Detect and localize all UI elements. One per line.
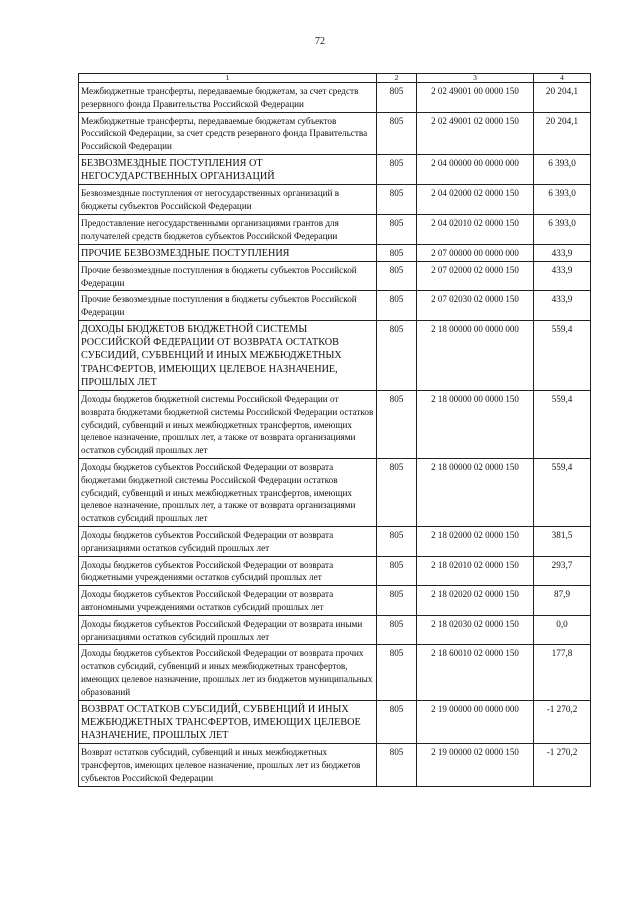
row-amount-cell: 87,9 — [534, 586, 591, 616]
row-admin-cell: 805 — [377, 154, 417, 184]
row-amount-cell: 6 393,0 — [534, 185, 591, 215]
row-name-cell: БЕЗВОЗМЕЗДНЫЕ ПОСТУПЛЕНИЯ ОТ НЕГОСУДАРСТВЕННЫХ ОРГАНИЗАЦИЙ — [79, 154, 377, 184]
table-row — [79, 700, 591, 744]
row-name-cell: Межбюджетные трансферты, передаваемые бюджетам субъектов Российской Федерации, за счет средств резервного фонда Правительства Российской Федерации — [79, 112, 377, 154]
row-name-cell: Предоставление негосударственными организациями грантов для получателей средств бюджетов субъектов Российской Федерации — [79, 214, 377, 244]
row-admin-cell: 805 — [377, 615, 417, 645]
row-code-cell: 2 18 02030 02 0000 150 — [417, 615, 534, 645]
row-amount-cell: 381,5 — [534, 526, 591, 556]
row-name-cell: Доходы бюджетов субъектов Российской Федерации от возврата иными организациями остатков субсидий прошлых лет — [79, 615, 377, 645]
table-header-row — [79, 74, 591, 83]
row-admin-cell: 805 — [377, 214, 417, 244]
row-code-cell: 2 18 02010 02 0000 150 — [417, 556, 534, 586]
table-row — [79, 458, 591, 526]
row-amount-cell: 433,9 — [534, 261, 591, 291]
row-admin-cell: 805 — [377, 390, 417, 458]
row-admin-cell: 805 — [377, 586, 417, 616]
row-admin-cell: 805 — [377, 645, 417, 700]
row-name-cell: Доходы бюджетов субъектов Российской Федерации от возврата прочих остатков субсидий, субвенций и иных межбюджетных трансфертов, имеющих целевое назначение, прошлых лет из бюджетов муниципальных образований — [79, 645, 377, 700]
row-name-cell: Доходы бюджетов субъектов Российской Федерации от возврата автономными учреждениями остатков субсидий прошлых лет — [79, 586, 377, 616]
row-amount-cell: 6 393,0 — [534, 154, 591, 184]
row-name-cell: ВОЗВРАТ ОСТАТКОВ СУБСИДИЙ, СУБВЕНЦИЙ И ИНЫХ МЕЖБЮДЖЕТНЫХ ТРАНСФЕРТОВ, ИМЕЮЩИХ ЦЕЛЕВОЕ НАЗНАЧЕНИЕ, ПРОШЛЫХ ЛЕТ — [79, 700, 377, 744]
row-name-cell: Доходы бюджетов субъектов Российской Федерации от возврата бюджетными учреждениями остатков субсидий прошлых лет — [79, 556, 377, 586]
row-name-cell: Доходы бюджетов субъектов Российской Федерации от возврата бюджетами бюджетной системы Российской Федерации остатков субсидий, субвенций и иных межбюджетных трансфертов, имеющих целевое назначение, прошлых лет, а также от возврата организациями остатков субсидий прошлых лет — [79, 458, 377, 526]
page-number: 72 — [315, 36, 325, 47]
table-row — [79, 291, 591, 321]
row-admin-cell: 805 — [377, 291, 417, 321]
row-code-cell: 2 19 00000 02 0000 150 — [417, 744, 534, 786]
budget-table — [78, 73, 591, 787]
row-amount-cell: 20 204,1 — [534, 112, 591, 154]
row-admin-cell: 805 — [377, 261, 417, 291]
row-admin-cell: 805 — [377, 556, 417, 586]
row-name-cell: Прочие безвозмездные поступления в бюджеты субъектов Российской Федерации — [79, 291, 377, 321]
row-amount-cell: 20 204,1 — [534, 83, 591, 113]
table-row — [79, 320, 591, 390]
row-code-cell: 2 19 00000 00 0000 000 — [417, 700, 534, 744]
row-code-cell: 2 04 02010 02 0000 150 — [417, 214, 534, 244]
row-name-cell: Доходы бюджетов бюджетной системы Российской Федерации от возврата бюджетами бюджетной системы Российской Федерации остатков субсидий, субвенций и иных межбюджетных трансфертов, имеющих целевое назначение, прошлых лет, а также от возврата организациями остатков субсидий прошлых лет — [79, 390, 377, 458]
table-row — [79, 615, 591, 645]
table-row — [79, 214, 591, 244]
row-code-cell: 2 18 00000 00 0000 000 — [417, 320, 534, 390]
row-name-cell: Межбюджетные трансферты, передаваемые бюджетам, за счет средств резервного фонда Правительства Российской Федерации — [79, 83, 377, 113]
row-amount-cell: -1 270,2 — [534, 700, 591, 744]
row-code-cell: 2 18 00000 02 0000 150 — [417, 458, 534, 526]
row-name-cell: Прочие безвозмездные поступления в бюджеты субъектов Российской Федерации — [79, 261, 377, 291]
row-code-cell: 2 07 02030 02 0000 150 — [417, 291, 534, 321]
row-code-cell: 2 18 02000 02 0000 150 — [417, 526, 534, 556]
column-header: 3 — [417, 74, 534, 83]
row-amount-cell: 433,9 — [534, 244, 591, 261]
table-row — [79, 244, 591, 261]
row-admin-cell: 805 — [377, 744, 417, 786]
row-name-cell: Возврат остатков субсидий, субвенций и иных межбюджетных трансфертов, имеющих целевое назначение, прошлых лет из бюджетов субъектов Российской Федерации — [79, 744, 377, 786]
row-amount-cell: 559,4 — [534, 320, 591, 390]
table-row — [79, 83, 591, 113]
table-row — [79, 556, 591, 586]
row-name-cell: ПРОЧИЕ БЕЗВОЗМЕЗДНЫЕ ПОСТУПЛЕНИЯ — [79, 244, 377, 261]
row-admin-cell: 805 — [377, 185, 417, 215]
row-code-cell: 2 07 00000 00 0000 000 — [417, 244, 534, 261]
table-row — [79, 185, 591, 215]
row-admin-cell: 805 — [377, 320, 417, 390]
row-amount-cell: 177,8 — [534, 645, 591, 700]
table-row — [79, 390, 591, 458]
row-amount-cell: 6 393,0 — [534, 214, 591, 244]
row-amount-cell: 293,7 — [534, 556, 591, 586]
row-amount-cell: 433,9 — [534, 291, 591, 321]
row-amount-cell: -1 270,2 — [534, 744, 591, 786]
column-header: 4 — [534, 74, 591, 83]
row-amount-cell: 559,4 — [534, 458, 591, 526]
table-row — [79, 526, 591, 556]
row-admin-cell: 805 — [377, 112, 417, 154]
row-amount-cell: 559,4 — [534, 390, 591, 458]
row-code-cell: 2 18 00000 00 0000 150 — [417, 390, 534, 458]
row-admin-cell: 805 — [377, 700, 417, 744]
row-admin-cell: 805 — [377, 83, 417, 113]
table-row — [79, 645, 591, 700]
table-row — [79, 744, 591, 786]
row-code-cell: 2 18 02020 02 0000 150 — [417, 586, 534, 616]
row-code-cell: 2 02 49001 00 0000 150 — [417, 83, 534, 113]
row-name-cell: ДОХОДЫ БЮДЖЕТОВ БЮДЖЕТНОЙ СИСТЕМЫ РОССИЙСКОЙ ФЕДЕРАЦИИ ОТ ВОЗВРАТА ОСТАТКОВ СУБСИДИЙ, СУБВЕНЦИЙ И ИНЫХ МЕЖБЮДЖЕТНЫХ ТРАНСФЕРТОВ, ИМЕЮЩИХ ЦЕЛЕВОЕ НАЗНАЧЕНИЕ, ПРОШЛЫХ ЛЕТ — [79, 320, 377, 390]
table-row — [79, 154, 591, 184]
row-amount-cell: 0,0 — [534, 615, 591, 645]
row-admin-cell: 805 — [377, 526, 417, 556]
column-header: 1 — [79, 74, 377, 83]
table-row — [79, 112, 591, 154]
row-code-cell: 2 02 49001 02 0000 150 — [417, 112, 534, 154]
column-header: 2 — [377, 74, 417, 83]
row-name-cell: Доходы бюджетов субъектов Российской Федерации от возврата организациями остатков субсидий прошлых лет — [79, 526, 377, 556]
row-code-cell: 2 04 02000 02 0000 150 — [417, 185, 534, 215]
row-admin-cell: 805 — [377, 244, 417, 261]
row-name-cell: Безвозмездные поступления от негосударственных организаций в бюджеты субъектов Российской Федерации — [79, 185, 377, 215]
row-code-cell: 2 04 00000 00 0000 000 — [417, 154, 534, 184]
row-code-cell: 2 18 60010 02 0000 150 — [417, 645, 534, 700]
table-row — [79, 586, 591, 616]
row-admin-cell: 805 — [377, 458, 417, 526]
table-row — [79, 261, 591, 291]
row-code-cell: 2 07 02000 02 0000 150 — [417, 261, 534, 291]
